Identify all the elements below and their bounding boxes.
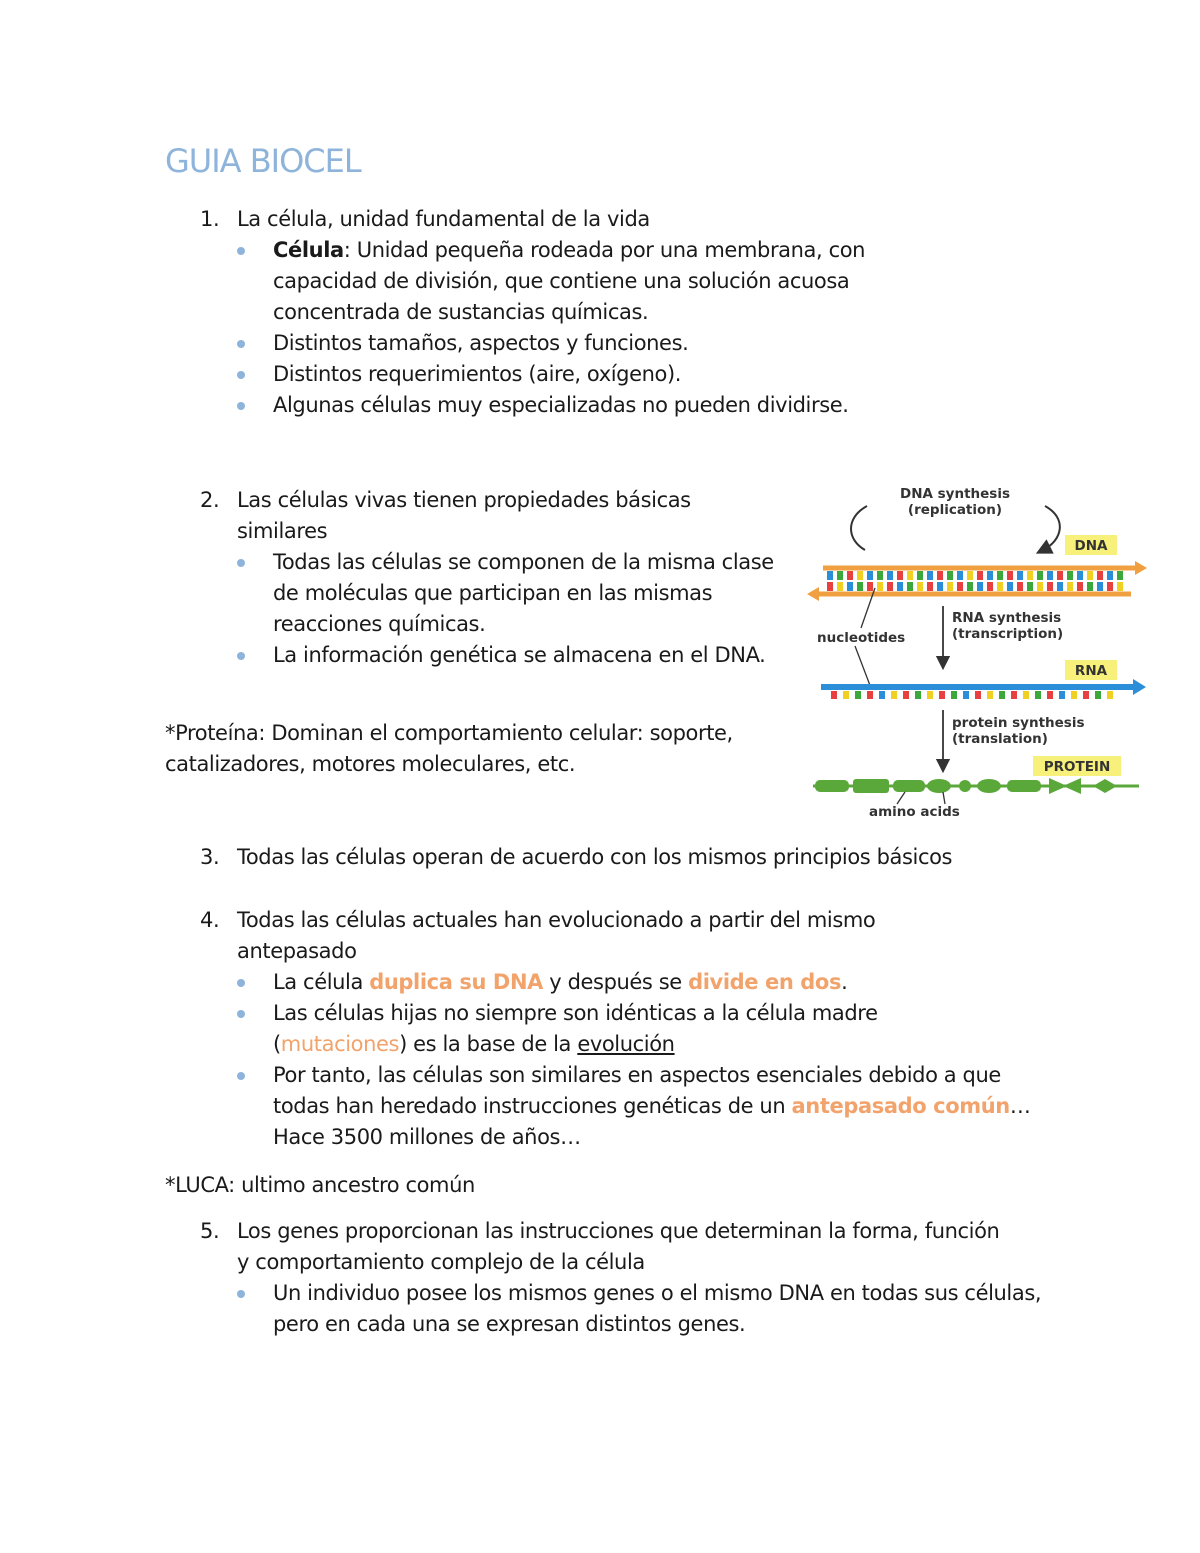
list-item (237, 390, 1037, 421)
list-item (237, 547, 782, 640)
label-rna-synthesis: RNA synthesis (952, 610, 1062, 626)
list-item-text: Un individuo posee los mismos genes o el mismo DNA en todas sus células, pero en cada una se expresan distintos genes. (273, 1281, 1042, 1336)
text: . (841, 970, 848, 994)
dna-arrowhead-right (1135, 561, 1147, 575)
list-item (237, 1060, 1033, 1153)
text: y después se (543, 970, 689, 994)
list-item (237, 235, 973, 328)
underlined-evolucion: evolución (577, 1032, 675, 1056)
section-3-number: 3. (200, 845, 220, 869)
amino-acids-pointer-2 (943, 792, 945, 804)
dna-arrowhead-left (807, 587, 819, 601)
rna-arrowhead (1133, 679, 1146, 695)
section-2-heading: Las células vivas tienen propiedades básicas similares (237, 488, 691, 543)
list-item-text: Distintos requerimientos (aire, oxígeno). (273, 362, 682, 386)
term-celula: Célula (273, 238, 344, 262)
section-5 (237, 1216, 1042, 1340)
text: Las células hijas no siempre son idénticas a la célula madre ( (273, 1001, 878, 1056)
page-title: GUIA BIOCEL (165, 142, 361, 180)
section-2 (237, 485, 782, 671)
list-item (237, 359, 1037, 390)
section-4-number: 4. (200, 908, 220, 932)
label-dna: DNA (1074, 538, 1108, 554)
label-rna: RNA (1074, 663, 1108, 679)
label-translation: (translation) (952, 731, 1048, 747)
text: … Hace 3500 millones de años… (273, 1094, 1031, 1149)
section-4-heading: Todas las células actuales han evolucionado a partir del mismo antepasado (237, 908, 876, 963)
list-item (237, 998, 993, 1060)
list-item-text: La información genética se almacena en el DNA. (273, 643, 766, 667)
replication-arrow-right (1043, 506, 1060, 550)
list-item-text: Todas las células se componen de la misma clase de moléculas que participan en las mismas reacciones químicas. (273, 550, 774, 636)
highlight-duplica: duplica su DNA (369, 970, 543, 994)
central-dogma-diagram (805, 478, 1150, 823)
list-item-text: Algunas células muy especializadas no pueden dividirse. (273, 393, 849, 417)
text: ) es la base de la (399, 1032, 578, 1056)
section-2-number: 2. (200, 488, 220, 512)
list-item-text: Distintos tamaños, aspectos y funciones. (273, 331, 689, 355)
section-3-heading: Todas las células operan de acuerdo con los mismos principios básicos (237, 845, 953, 869)
text: Por tanto, las células son similares en aspectos esenciales debido a que todas han heredado instrucciones genéticas de un (273, 1063, 1001, 1118)
section-1 (237, 204, 1037, 421)
note-protein: *Proteína: Dominan el comportamiento celular: soporte, catalizadores, motores moleculares, etc. (165, 721, 733, 776)
label-replication: (replication) (907, 502, 1003, 518)
replication-arrow-left (851, 506, 867, 550)
text: La célula (273, 970, 370, 994)
list-item (237, 640, 782, 671)
label-nucleotides: nucleotides (817, 630, 906, 646)
label-dna-synthesis: DNA synthesis (899, 486, 1011, 502)
highlight-divide: divide en dos (688, 970, 842, 994)
section-5-heading: Los genes proporcionan las instrucciones que determinan la forma, función y comportamiento complejo de la célula (237, 1219, 1000, 1274)
note-luca: *LUCA: ultimo ancestro común (165, 1173, 475, 1197)
highlight-mutaciones: mutaciones (280, 1032, 400, 1056)
list-item (237, 328, 1037, 359)
section-5-number: 5. (200, 1219, 220, 1243)
list-item (237, 967, 1013, 998)
label-amino-acids: amino acids (869, 804, 960, 820)
label-transcription: (transcription) (952, 626, 1064, 642)
amino-acids-pointer-1 (897, 792, 905, 804)
dna-base-pairs (827, 571, 1123, 591)
nucleotides-pointer-2 (855, 646, 871, 688)
section-1-heading: La célula, unidad fundamental de la vida (237, 207, 650, 231)
rna-bases (831, 691, 1113, 699)
definition-celula: : Unidad pequeña rodeada por una membrana, con capacidad de división, que contiene una solución acuosa concentrada de sustancias químicas. (273, 238, 866, 324)
section-4 (237, 905, 1037, 1153)
label-protein: PROTEIN (1043, 759, 1111, 775)
list-item (237, 1278, 1043, 1340)
label-protein-synthesis: protein synthesis (952, 715, 1085, 731)
protein-chain (813, 778, 1139, 794)
highlight-antepasado: antepasado común (791, 1094, 1010, 1118)
section-1-number: 1. (200, 207, 220, 231)
